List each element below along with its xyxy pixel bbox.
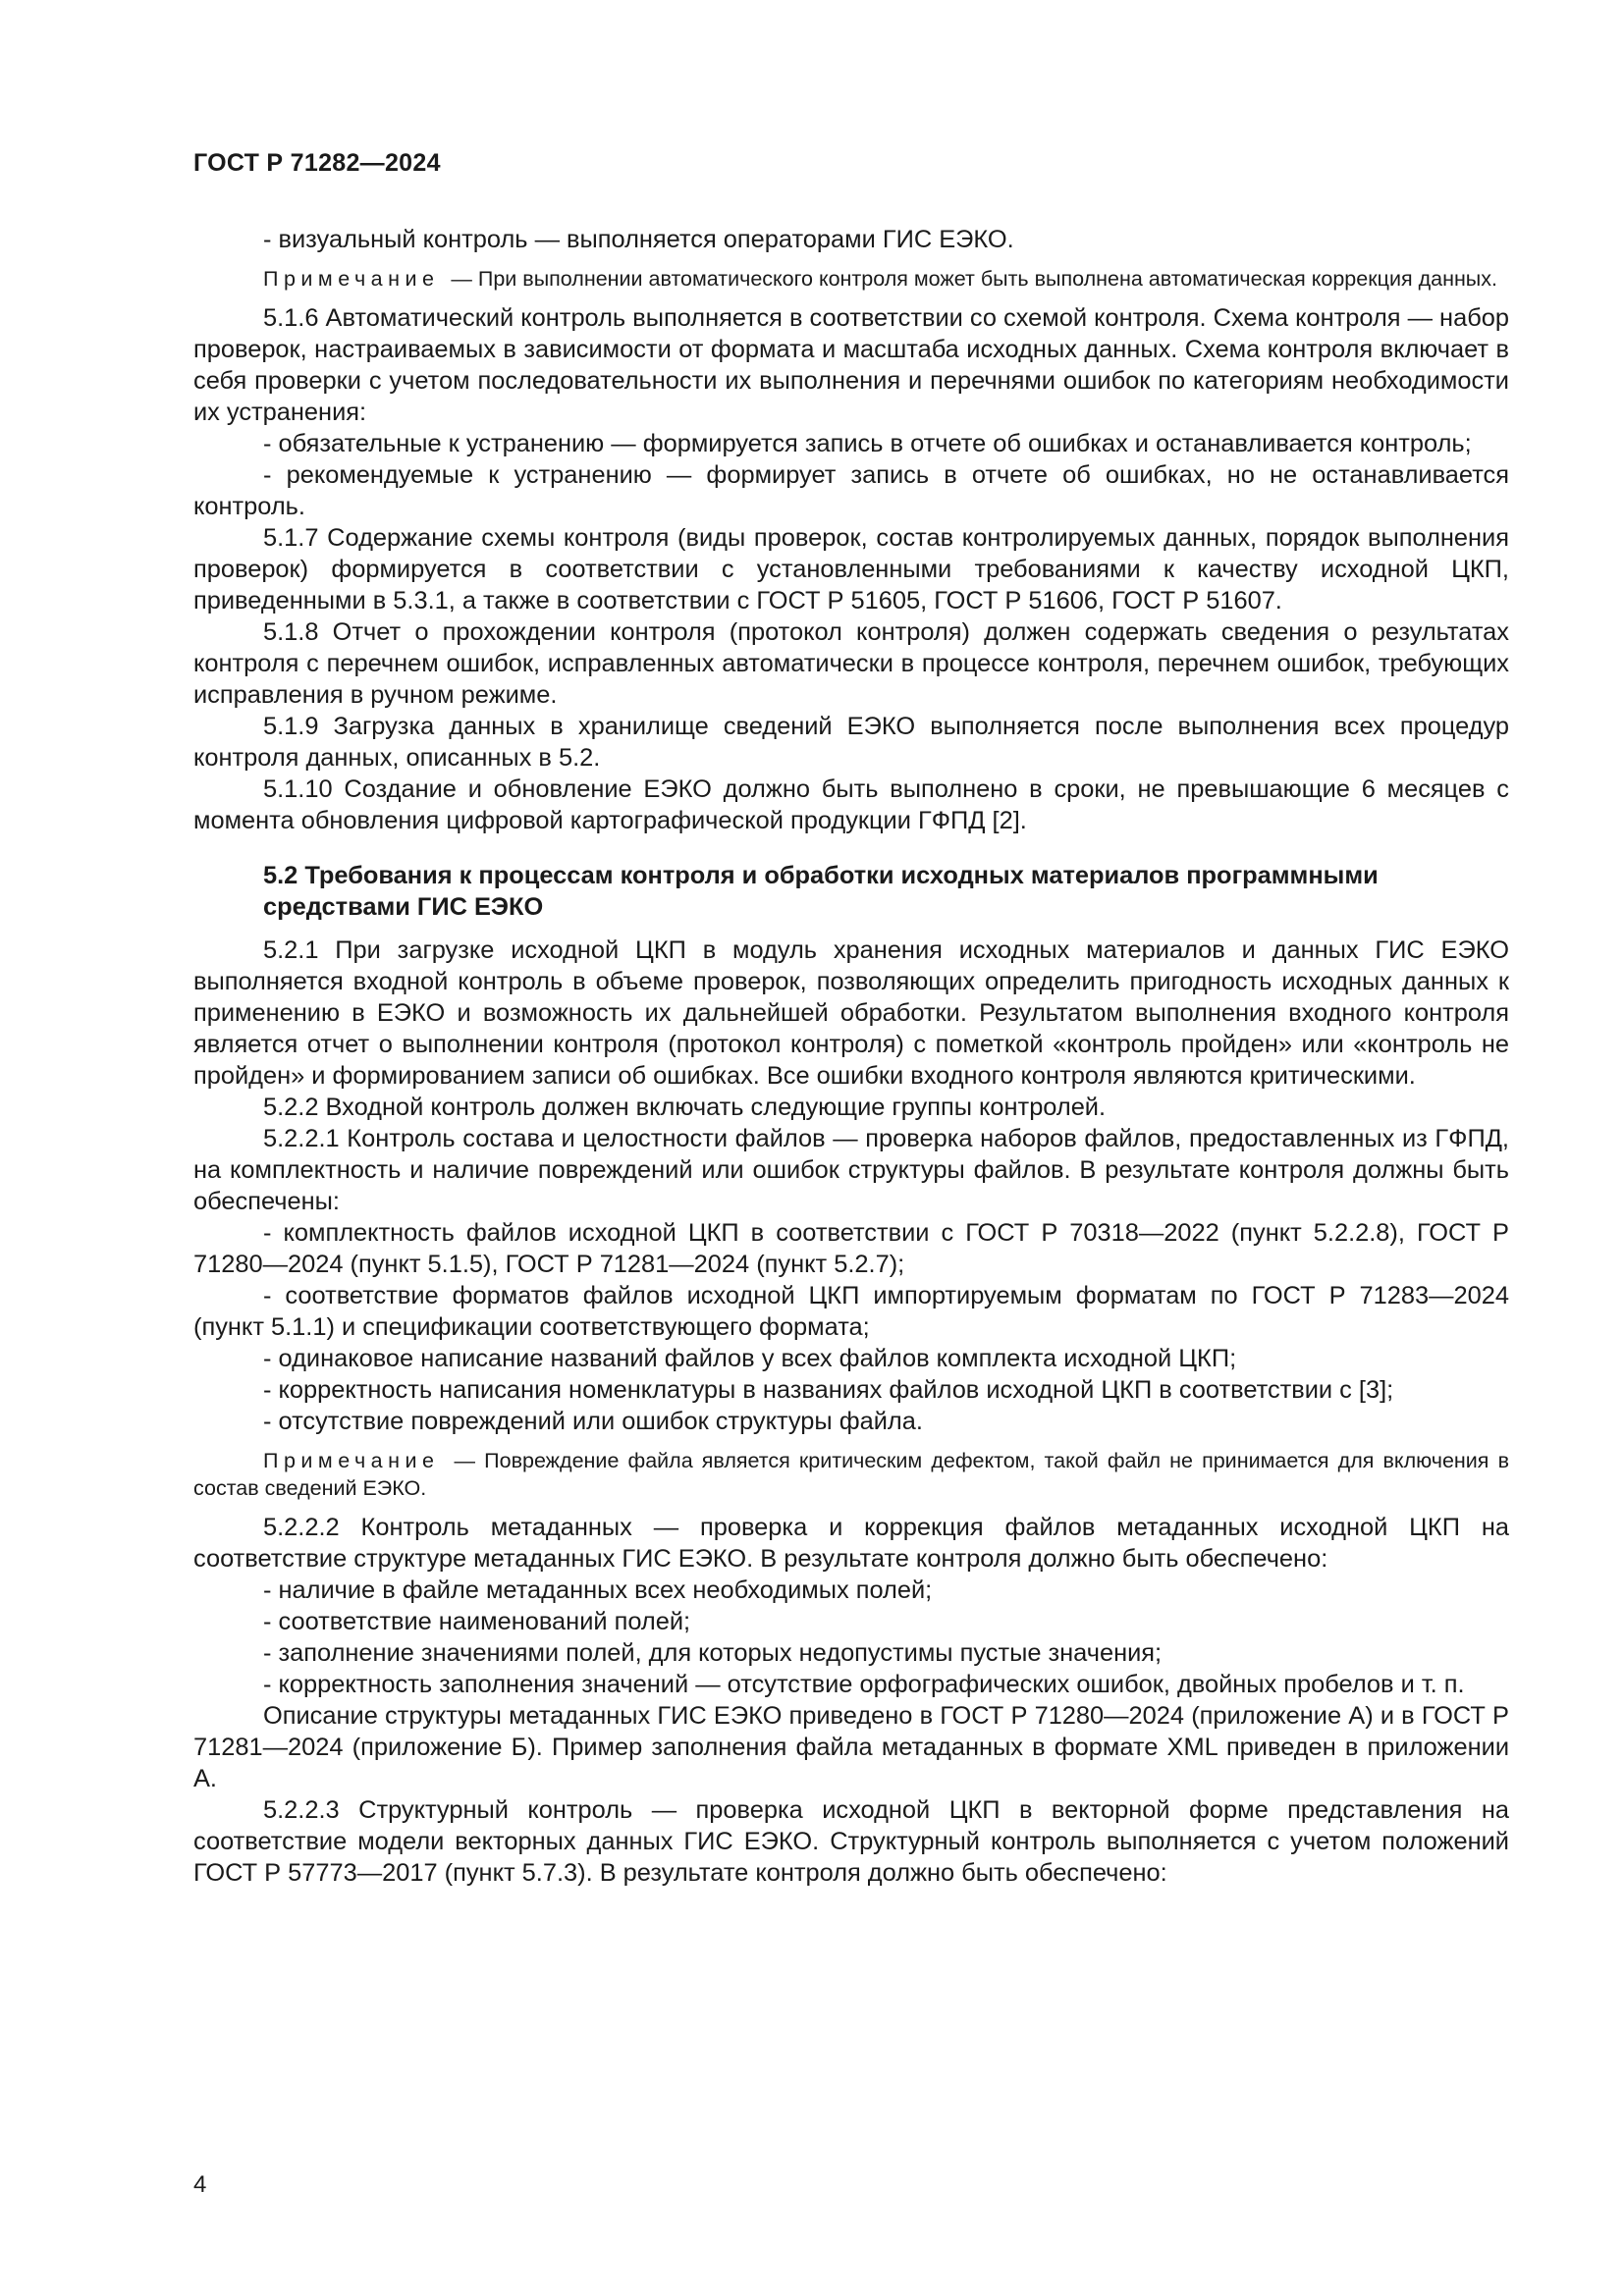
- paragraph-5-2-2-2: 5.2.2.2 Контроль метаданных — проверка и коррекция файлов метаданных исходной ЦКП на соответствие структуре метаданных ГИС ЕЭКО. В результате контроля должно быть обеспечено:: [193, 1514, 1509, 1573]
- list-item: - корректность написания номенклатуры в названиях файлов исходной ЦКП в соответствии с [3];: [263, 1376, 1394, 1404]
- list-item: - визуальный контроль — выполняется операторами ГИС ЕЭКО.: [263, 226, 1014, 253]
- paragraph-5-2-2-3: 5.2.2.3 Структурный контроль — проверка исходной ЦКП в векторной форме представления на соответствие модели векторных данных ГИС ЕЭКО. Структурный контроль выполняется с учетом положений ГОСТ Р 57773—2017 (пункт 5.7.3). В результате контроля должно быть обеспечено:: [193, 1796, 1509, 1887]
- paragraph-5-2-2-1: 5.2.2.1 Контроль состава и целостности файлов — проверка наборов файлов, предоставленных из ГФПД, на комплектность и наличие повреждений или ошибок структуры файлов. В результате контроля должны быть обеспечены:: [193, 1125, 1509, 1215]
- page-number: 4: [193, 2171, 207, 2198]
- note-label: Примечание: [263, 267, 440, 291]
- paragraph-5-1-9: 5.1.9 Загрузка данных в хранилище сведений ЕЭКО выполняется после выполнения всех процедур контроля данных, описанных в 5.2.: [193, 713, 1509, 772]
- note-label: Примечание: [263, 1449, 440, 1472]
- list-item: - отсутствие повреждений или ошибок структуры файла.: [263, 1408, 923, 1435]
- paragraph-5-1-10: 5.1.10 Создание и обновление ЕЭКО должно быть выполнено в сроки, не превышающие 6 месяцев с момента обновления цифровой картографической продукции ГФПД [2].: [193, 775, 1509, 834]
- section-heading-5-2: 5.2 Требования к процессам контроля и обработки исходных материалов программными средствами ГИС ЕЭКО: [263, 862, 1379, 921]
- document-header: ГОСТ Р 71282—2024: [193, 149, 441, 177]
- list-item: - соответствие наименований полей;: [263, 1608, 691, 1635]
- note: [193, 1447, 1509, 1502]
- note-text: — Повреждение файла является критическим дефектом, такой файл не принимается для включения в состав сведений ЕЭКО.: [193, 1449, 1509, 1500]
- list-item: - обязательные к устранению — формируется запись в отчете об ошибках и останавливается контроль;: [263, 430, 1472, 457]
- paragraph-5-1-6: 5.1.6 Автоматический контроль выполняется в соответствии со схемой контроля. Схема контроля — набор проверок, настраиваемых в зависимости от формата и масштаба исходных данных. Схема контроля включает в себя проверки с учетом последовательности их выполнения и перечнями ошибок по категориям необходимости их устранения:: [193, 304, 1509, 426]
- list-item: - рекомендуемые к устранению — формирует запись в отчете об ошибках, но не останавливается контроль.: [193, 461, 1509, 520]
- list-item: - корректность заполнения значений — отсутствие орфографических ошибок, двойных пробелов и т. п.: [263, 1671, 1465, 1698]
- note-text: — При выполнении автоматического контроля может быть выполнена автоматическая коррекция данных.: [445, 267, 1497, 291]
- list-item: - заполнение значениями полей, для которых недопустимы пустые значения;: [263, 1639, 1163, 1667]
- paragraph-5-1-7: 5.1.7 Содержание схемы контроля (виды проверок, состав контролируемых данных, порядок выполнения проверок) формируется в соответствии с установленными требованиями к качеству исходной ЦКП, приведенными в 5.3.1, а также в соответствии с ГОСТ Р 51605, ГОСТ Р 51606, ГОСТ Р 51607.: [193, 524, 1509, 614]
- list-item: - наличие в файле метаданных всех необходимых полей;: [263, 1576, 933, 1604]
- paragraph-5-2-1: 5.2.1 При загрузке исходной ЦКП в модуль хранения исходных материалов и данных ГИС ЕЭКО выполняется входной контроль в объеме проверок, позволяющих определить пригодность исходных данных к применению в ЕЭКО и возможность их дальнейшей обработки. Результатом выполнения входного контроля является отчет о выполнении контроля (протокол контроля) с пометкой «контроль пройден» или «контроль не пройден» и формированием записи об ошибках. Все ошибки входного контроля являются критическими.: [193, 936, 1509, 1090]
- paragraph-metadata-description: Описание структуры метаданных ГИС ЕЭКО приведено в ГОСТ Р 71280—2024 (приложение А) и в ГОСТ Р 71281—2024 (приложение Б). Пример заполнения файла метаданных в формате XML приведен в приложении А.: [193, 1702, 1509, 1792]
- note: [193, 265, 1509, 293]
- list-item: - комплектность файлов исходной ЦКП в соответствии с ГОСТ Р 70318—2022 (пункт 5.2.2.8), ГОСТ Р 71280—2024 (пункт 5.1.5), ГОСТ Р 71281—2024 (пункт 5.2.7);: [193, 1219, 1509, 1278]
- paragraph-5-1-8: 5.1.8 Отчет о прохождении контроля (протокол контроля) должен содержать сведения о результатах контроля с перечнем ошибок, исправленных автоматически в процессе контроля, перечнем ошибок, требующих исправления в ручном режиме.: [193, 618, 1509, 709]
- paragraph-5-2-2: 5.2.2 Входной контроль должен включать следующие группы контролей.: [263, 1094, 1107, 1121]
- list-item: - одинаковое написание названий файлов у всех файлов комплекта исходной ЦКП;: [263, 1345, 1237, 1372]
- list-item: - соответствие форматов файлов исходной ЦКП импортируемым форматам по ГОСТ Р 71283—2024 (пункт 5.1.1) и спецификации соответствующего формата;: [193, 1282, 1509, 1341]
- document-body: [193, 224, 1509, 1889]
